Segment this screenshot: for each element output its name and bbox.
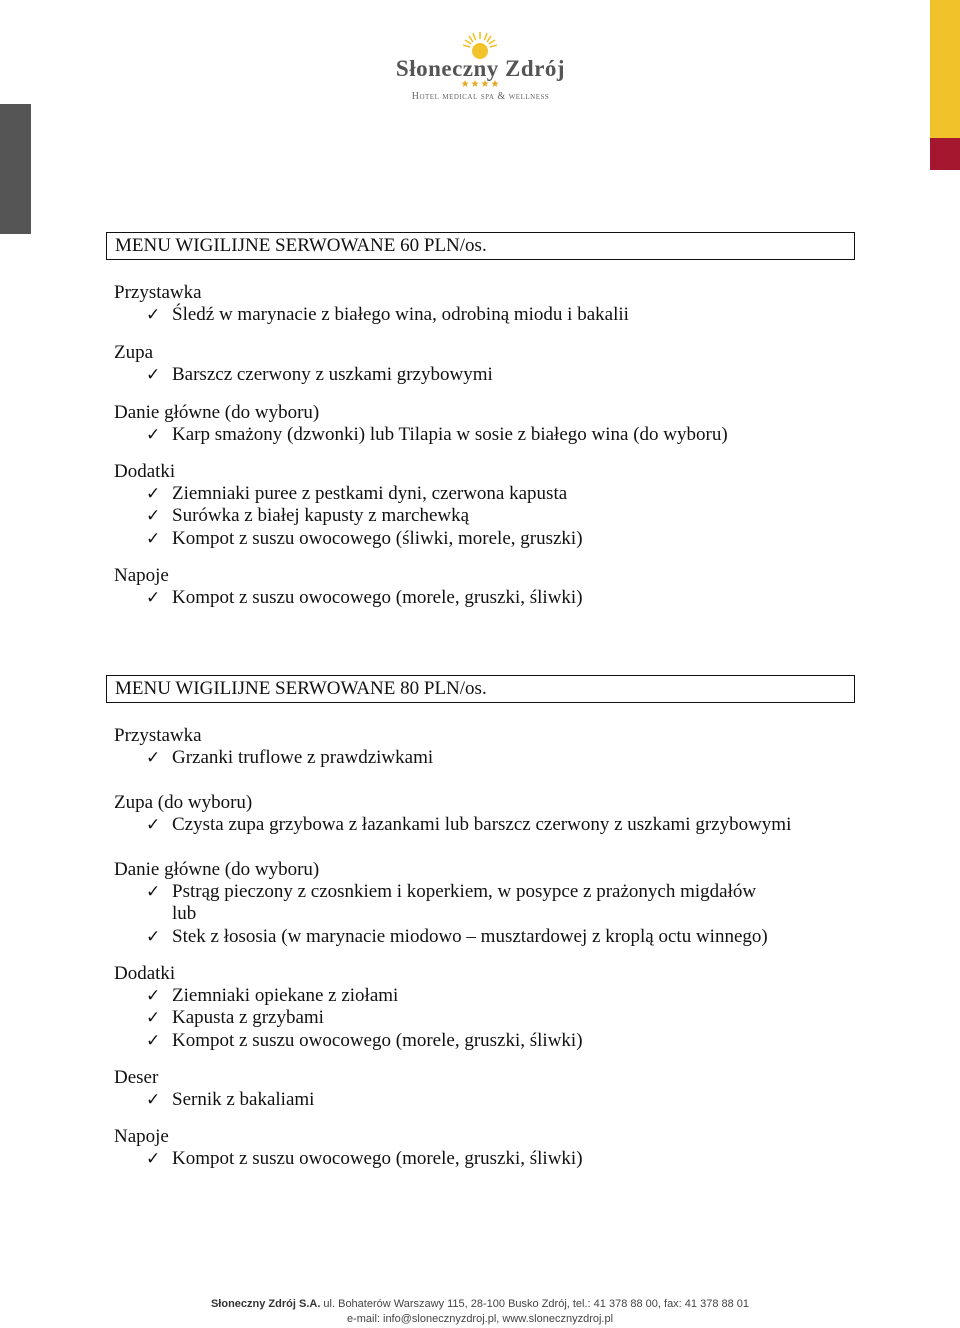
or-label: lub: [172, 903, 197, 924]
checkmark-icon: ✓: [146, 927, 161, 947]
menu1-heading-soup: Zupa: [114, 342, 154, 363]
list-item: ✓ Kapusta z grzybami: [146, 1007, 324, 1028]
checkmark-icon: ✓: [146, 1149, 161, 1169]
hotel-logo: [358, 30, 603, 105]
menu1-heading-starter: Przystawka: [114, 282, 202, 303]
checkmark-icon: ✓: [146, 748, 161, 768]
right-gold-bar: [930, 0, 960, 138]
checkmark-icon: ✓: [146, 882, 161, 902]
checkmark-icon: ✓: [146, 1008, 161, 1028]
list-item: ✓ Stek z łososia (w marynacie miodowo – musztardowej z kroplą octu winnego): [146, 926, 768, 947]
menu1-heading-sides: Dodatki: [114, 461, 176, 482]
list-item: ✓ Surówka z białej kapusty z marchewką: [146, 505, 470, 526]
menu2-heading-drinks: Napoje: [114, 1126, 169, 1147]
checkmark-icon: ✓: [146, 815, 161, 835]
list-item: ✓ Czysta zupa grzybowa z łazankami lub barszcz czerwony z uszkami grzybowymi: [146, 814, 792, 835]
logo-subtitle: Hotel medical spa & wellness: [411, 91, 550, 102]
menu2-title: MENU WIGILIJNE SERWOWANE 80 PLN/os.: [115, 678, 487, 699]
logo-stars: ★★★★: [460, 79, 501, 90]
menu2-title-box: [106, 675, 855, 703]
footer-company: Słoneczny Zdrój S.A.: [210, 1298, 321, 1310]
checkmark-icon: ✓: [146, 1031, 161, 1051]
left-gray-bar: [0, 104, 31, 234]
checkmark-icon: ✓: [146, 506, 161, 526]
footer-contact: e-mail: info@slonecznyzdroj.pl, www.slonecznyzdroj.pl: [346, 1313, 614, 1325]
list-item: ✓ Grzanki truflowe z prawdziwkami: [146, 747, 434, 768]
menu2-heading-dessert: Deser: [114, 1067, 159, 1088]
list-item: ✓ Kompot z suszu owocowego (morele, gruszki, śliwki): [146, 1030, 583, 1051]
list-item: ✓ Karp smażony (dzwonki) lub Tilapia w sosie z białego wina (do wyboru): [146, 424, 728, 445]
menu2-heading-main: Danie główne (do wyboru): [114, 859, 320, 880]
checkmark-icon: ✓: [146, 529, 161, 549]
list-item: ✓ Śledź w marynacie z białego wina, odrobiną miodu i bakalii: [146, 304, 629, 325]
menu2-heading-starter: Przystawka: [114, 725, 202, 746]
menu1-heading-drinks: Napoje: [114, 565, 169, 586]
checkmark-icon: ✓: [146, 588, 161, 608]
menu1-title-box: [106, 232, 855, 260]
checkmark-icon: ✓: [146, 365, 161, 385]
menu2-heading-soup: Zupa (do wyboru): [114, 792, 253, 813]
checkmark-icon: ✓: [146, 1090, 161, 1110]
list-item: ✓ Kompot z suszu owocowego (morele, gruszki, śliwki): [146, 1148, 583, 1169]
menu1-heading-main: Danie główne (do wyboru): [114, 402, 320, 423]
checkmark-icon: ✓: [146, 305, 161, 325]
menu1-title: MENU WIGILIJNE SERWOWANE 60 PLN/os.: [115, 235, 487, 256]
list-item: ✓ Barszcz czerwony z uszkami grzybowymi: [146, 364, 493, 385]
list-item: ✓ Ziemniaki puree z pestkami dyni, czerwona kapusta: [146, 483, 568, 504]
list-item: ✓ Kompot z suszu owocowego (śliwki, morele, gruszki): [146, 528, 583, 549]
checkmark-icon: ✓: [146, 986, 161, 1006]
list-item: ✓ Pstrąg pieczony z czosnkiem i koperkiem, w posypce z prażonych migdałów: [146, 881, 757, 902]
list-item: ✓ Ziemniaki opiekane z ziołami: [146, 985, 399, 1006]
footer-address: Słoneczny Zdrój S.A. ul. Bohaterów Warszawy 115, 28-100 Busko Zdrój, tel.: 41 378 88 00, fax: 41 378 88 01: [210, 1298, 750, 1310]
logo-name: Słoneczny Zdrój: [395, 56, 566, 81]
menu2-heading-sides: Dodatki: [114, 963, 176, 984]
checkmark-icon: ✓: [146, 425, 161, 445]
checkmark-icon: ✓: [146, 484, 161, 504]
right-red-bar: [930, 138, 960, 170]
list-item: ✓ Kompot z suszu owocowego (morele, gruszki, śliwki): [146, 587, 583, 608]
list-item: ✓ Sernik z bakaliami: [146, 1089, 315, 1110]
